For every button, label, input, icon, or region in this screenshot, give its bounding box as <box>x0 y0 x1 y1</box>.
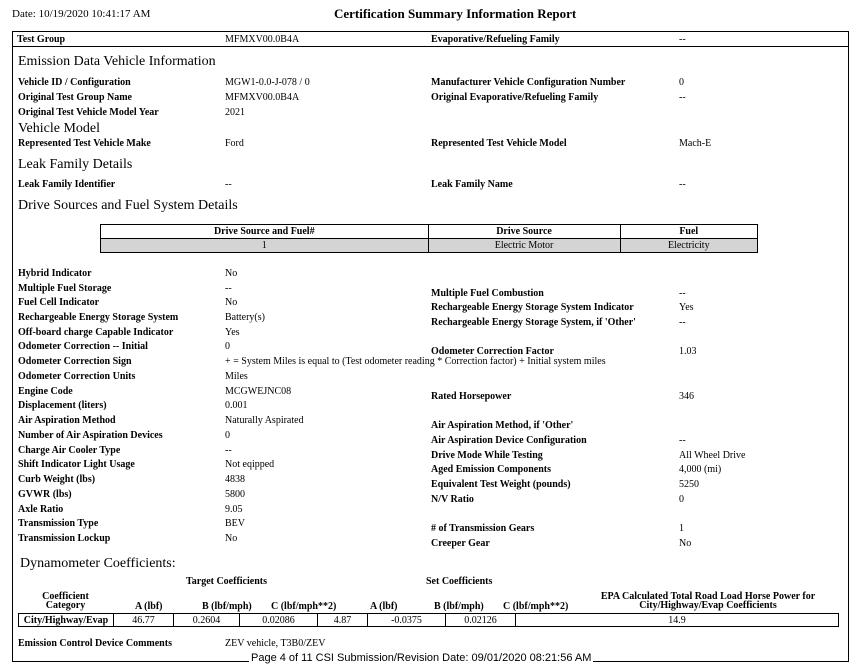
table-cell: 0.02126 <box>446 614 516 627</box>
orig-evap-label: Original Evaporative/Refueling Family <box>431 92 599 103</box>
spec-value: No <box>679 538 692 549</box>
leak-id-value: -- <box>225 179 232 190</box>
spec-label: Drive Mode While Testing <box>431 450 543 461</box>
spec-label: Transmission Lockup <box>18 533 111 544</box>
spec-value: 1.03 <box>679 346 697 357</box>
spec-value: No <box>225 268 238 279</box>
spec-label: Fuel Cell Indicator <box>18 297 100 308</box>
emission-heading: Emission Data Vehicle Information <box>18 54 216 69</box>
mfr-config-label: Manufacturer Vehicle Configuration Number <box>431 77 626 88</box>
epa-heading <box>597 591 819 611</box>
spec-value: 5250 <box>679 479 699 490</box>
spec-value: Miles <box>225 371 248 382</box>
column-header: Fuel <box>620 225 757 239</box>
table-cell: Electric Motor <box>428 239 620 253</box>
mfr-config-value: 0 <box>679 77 684 88</box>
drive-heading: Drive Sources and Fuel System Details <box>18 198 238 213</box>
leak-name-value: -- <box>679 179 686 190</box>
right-border <box>848 31 849 662</box>
spec-label: Multiple Fuel Storage <box>18 283 112 294</box>
table-cell: 0.2604 <box>174 614 240 627</box>
divider <box>12 31 849 32</box>
spec-value: -- <box>679 288 686 299</box>
dyno-heading: Dynamometer Coefficients: <box>20 556 176 571</box>
table-row <box>19 614 839 627</box>
spec-value: -- <box>679 317 686 328</box>
test-group-label: Test Group <box>17 34 66 45</box>
dyno-table <box>18 613 839 627</box>
spec-value: 346 <box>679 391 694 402</box>
spec-value: Yes <box>225 327 240 338</box>
table-cell: -0.0375 <box>368 614 446 627</box>
make-value: Ford <box>225 138 244 149</box>
set-coefficients-heading: Set Coefficients <box>426 576 493 587</box>
evap-family-label: Evaporative/Refueling Family <box>431 34 560 45</box>
spec-label: N/V Ratio <box>431 494 474 505</box>
leak-name-label: Leak Family Name <box>431 179 513 190</box>
spec-label: Hybrid Indicator <box>18 268 92 279</box>
model-value: Mach-E <box>679 138 712 149</box>
leak-id-label: Leak Family Identifier <box>18 179 116 190</box>
spec-value: 0.001 <box>225 400 248 411</box>
table-cell: 14.9 <box>516 614 839 627</box>
orig-group-label: Original Test Group Name <box>18 92 132 103</box>
table-cell: 4.87 <box>318 614 368 627</box>
target-b-header: B (lbf/mph) <box>202 601 252 612</box>
model-label: Represented Test Vehicle Model <box>431 138 567 149</box>
left-border <box>12 31 13 662</box>
make-label: Represented Test Vehicle Make <box>18 138 151 149</box>
spec-label: Odometer Correction Sign <box>18 356 132 367</box>
spec-value: All Wheel Drive <box>679 450 746 461</box>
spec-value: 0 <box>225 430 230 441</box>
set-b-header: B (lbf/mph) <box>434 601 484 612</box>
page-footer: Page 4 of 11 CSI Submission/Revision Date: 09/01/2020 08:21:56 AM <box>251 652 592 664</box>
report-date: Date: 10/19/2020 10:41:17 AM <box>12 8 151 20</box>
spec-label: Curb Weight (lbs) <box>18 474 96 485</box>
spec-label: Displacement (liters) <box>18 400 107 411</box>
model-year-label: Original Test Vehicle Model Year <box>18 107 159 118</box>
vehicle-model-heading: Vehicle Model <box>18 121 101 136</box>
spec-value: + = System Miles is equal to (Test odometer reading * Correction factor) + Initial system miles <box>225 356 606 367</box>
spec-label: Charge Air Cooler Type <box>18 445 121 456</box>
set-c-header: C (lbf/mph**2) <box>503 601 569 612</box>
orig-evap-value: -- <box>679 92 686 103</box>
page-title: Certification Summary Information Report <box>334 6 577 21</box>
spec-label: Engine Code <box>18 386 73 397</box>
spec-label: Odometer Correction Factor <box>431 346 554 357</box>
spec-value: -- <box>679 435 686 446</box>
test-group-value: MFMXV00.0B4A <box>225 34 300 45</box>
spec-label: GVWR (lbs) <box>18 489 72 500</box>
table-header-row <box>101 225 758 239</box>
table-cell: 0.02086 <box>240 614 318 627</box>
emission-control-label: Emission Control Device Comments <box>18 638 172 649</box>
target-coefficients-heading: Target Coefficients <box>186 576 267 587</box>
spec-label: Rated Horsepower <box>431 391 512 402</box>
vehicle-id-label: Vehicle ID / Configuration <box>18 77 131 88</box>
table-cell: 46.77 <box>114 614 174 627</box>
coef-heading-line1: Coefficient <box>42 591 89 602</box>
spec-label: # of Transmission Gears <box>431 523 535 534</box>
set-a-header: A (lbf) <box>370 601 398 612</box>
target-c-header: C (lbf/mph**2) <box>271 601 337 612</box>
table-cell: City/Highway/Evap <box>19 614 114 627</box>
spec-label: Air Aspiration Device Configuration <box>431 435 587 446</box>
orig-group-value: MFMXV00.0B4A <box>225 92 300 103</box>
spec-value: 5800 <box>225 489 245 500</box>
column-header: Drive Source and Fuel# <box>101 225 429 239</box>
spec-value: 4838 <box>225 474 245 485</box>
spec-value: 4,000 (mi) <box>679 464 722 475</box>
spec-value: 9.05 <box>225 504 243 515</box>
spec-label: Shift Indicator Light Usage <box>18 459 135 470</box>
spec-label: Air Aspiration Method, if 'Other' <box>431 420 574 431</box>
table-row <box>101 239 758 253</box>
spec-label: Axle Ratio <box>18 504 64 515</box>
spec-label: Rechargeable Energy Storage System <box>18 312 179 323</box>
drive-source-table <box>100 224 758 253</box>
spec-value: Not eqipped <box>225 459 275 470</box>
model-year-value: 2021 <box>225 107 245 118</box>
spec-label: Off-board charge Capable Indicator <box>18 327 174 338</box>
spec-label: Creeper Gear <box>431 538 490 549</box>
coef-heading-line2: Category <box>45 600 86 611</box>
epa-heading-line1: EPA Calculated Total Road Load Horse Power for <box>600 591 816 602</box>
spec-label: Number of Air Aspiration Devices <box>18 430 163 441</box>
evap-family-value: -- <box>679 34 686 45</box>
spec-value: 0 <box>225 341 230 352</box>
spec-value: No <box>225 533 238 544</box>
table-cell: Electricity <box>620 239 757 253</box>
spec-value: -- <box>225 445 232 456</box>
spec-value: BEV <box>225 518 245 529</box>
target-a-header: A (lbf) <box>135 601 163 612</box>
spec-value: -- <box>225 283 232 294</box>
spec-label: Rechargeable Energy Storage System, if 'Other' <box>431 317 636 328</box>
table-cell: 1 <box>101 239 429 253</box>
coefficient-category-heading <box>18 591 113 611</box>
spec-label: Odometer Correction Units <box>18 371 136 382</box>
column-header: Drive Source <box>428 225 620 239</box>
spec-label: Air Aspiration Method <box>18 415 116 426</box>
emission-control-value: ZEV vehicle, T3B0/ZEV <box>225 638 326 649</box>
spec-label: Aged Emission Components <box>431 464 552 475</box>
spec-value: 0 <box>679 494 684 505</box>
spec-label: Transmission Type <box>18 518 99 529</box>
epa-heading-line2: City/Highway/Evap Coefficients <box>639 600 777 611</box>
vehicle-id-value: MGW1-0.0-J-078 / 0 <box>225 77 310 88</box>
leak-heading: Leak Family Details <box>18 157 133 172</box>
spec-value: MCGWEJNC08 <box>225 386 292 397</box>
spec-value: Naturally Aspirated <box>225 415 304 426</box>
spec-label: Odometer Correction -- Initial <box>18 341 148 352</box>
divider <box>12 46 849 47</box>
spec-value: Battery(s) <box>225 312 265 323</box>
spec-value: 1 <box>679 523 684 534</box>
spec-label: Equivalent Test Weight (pounds) <box>431 479 571 490</box>
spec-value: No <box>225 297 238 308</box>
spec-label: Multiple Fuel Combustion <box>431 288 544 299</box>
spec-value: Yes <box>679 302 694 313</box>
spec-label: Rechargeable Energy Storage System Indicator <box>431 302 634 313</box>
